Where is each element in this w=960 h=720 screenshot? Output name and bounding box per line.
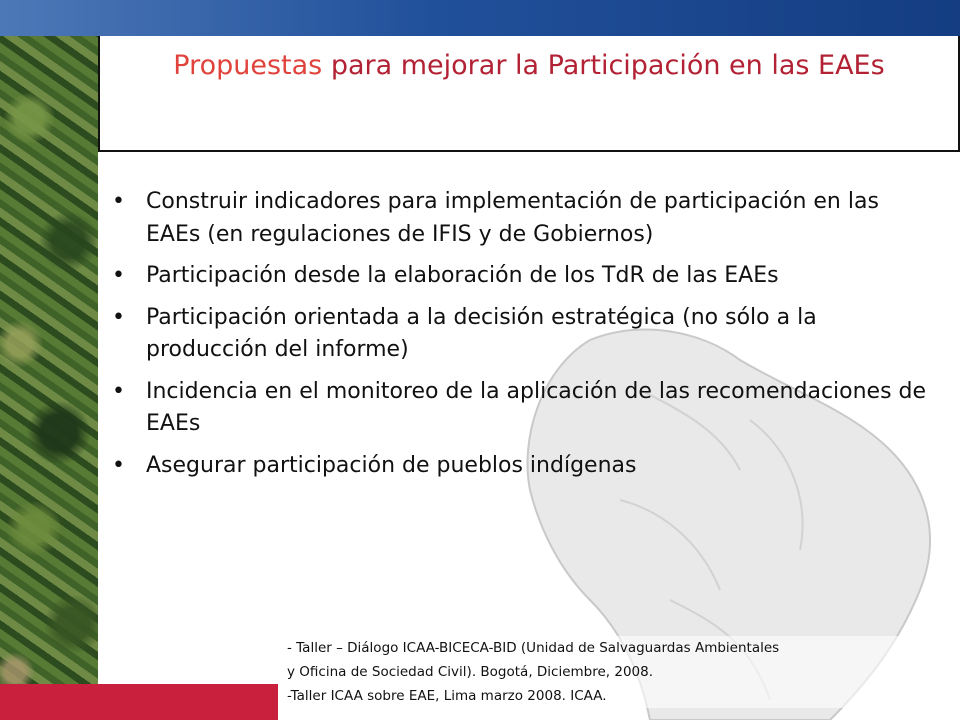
bullet-item (112, 186, 938, 251)
bullet-dot: • (112, 189, 125, 214)
bullet-text: Incidencia en el monitoreo de la aplicación de las recomendaciones de EAEs (146, 378, 927, 436)
forest-photo-strip (0, 36, 98, 720)
bullet-item (112, 450, 938, 483)
title-rest: para mejorar la Participación en las EAEs (322, 50, 885, 81)
reference-line: - Taller – Diálogo ICAA-BICECA-BID (Unidad de Salvaguardas Ambientales (287, 640, 780, 656)
reference-line: y Oficina de Sociedad Civil). Bogotá, Diciembre, 2008. (287, 664, 654, 680)
bullet-text: Asegurar participación de pueblos indígenas (146, 452, 637, 478)
bullet-item (112, 260, 938, 293)
title-accent-word: Propuestas (173, 50, 323, 81)
bullet-dot: • (112, 263, 125, 288)
bullet-text: Participación desde la elaboración de los TdR de las EAEs (146, 263, 779, 288)
bullet-list (112, 186, 938, 491)
bullet-dot: • (112, 452, 125, 478)
bullet-dot: • (112, 378, 125, 404)
footer-red-bar (0, 684, 278, 720)
reference-line: -Taller ICAA sobre EAE, Lima marzo 2008. ICAA. (287, 688, 607, 704)
bullet-dot: • (112, 304, 125, 330)
bullet-text: Construir indicadores para implementación de participación en las EAEs (en regulaciones de IFIS y de Gobiernos) (146, 189, 879, 247)
title-box (98, 36, 960, 152)
slide-title (100, 50, 958, 81)
bullet-item (112, 376, 938, 441)
bullet-text: Participación orientada a la decisión estratégica (no sólo a la producción del informe) (146, 304, 817, 362)
references-note (287, 636, 953, 708)
bullet-item (112, 302, 938, 367)
top-blue-bar (0, 0, 960, 36)
